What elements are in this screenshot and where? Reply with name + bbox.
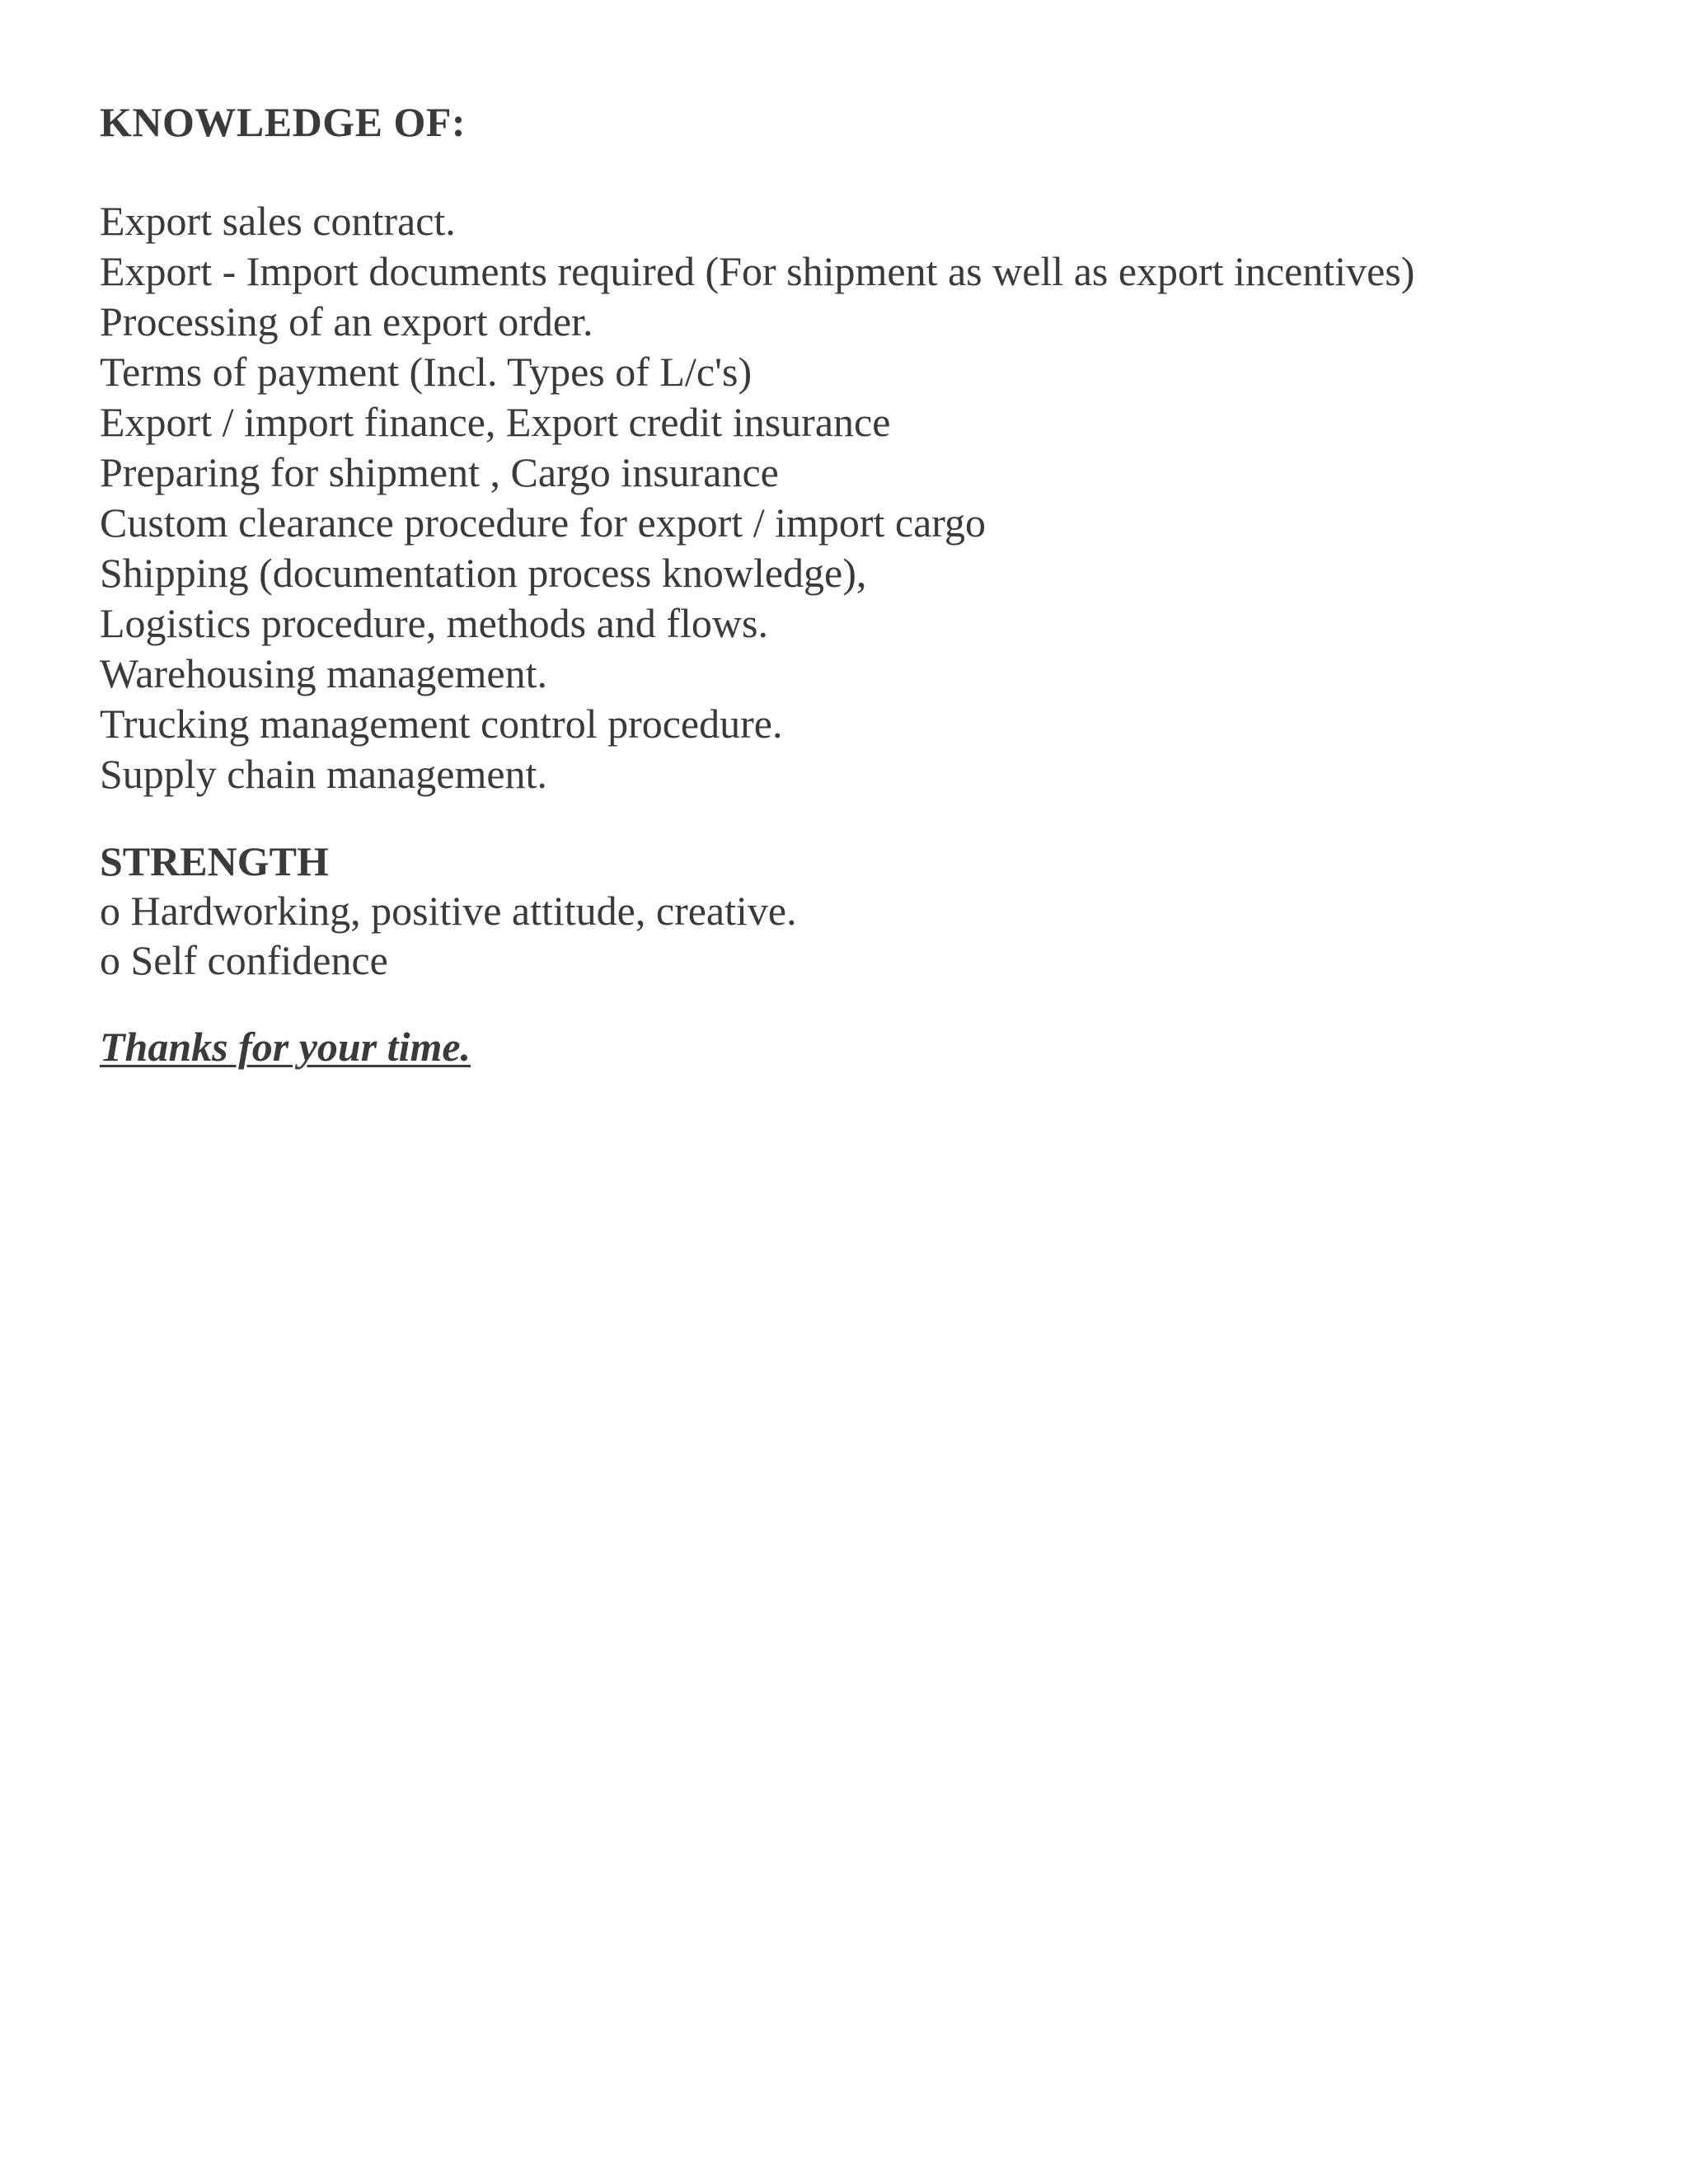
knowledge-item: Preparing for shipment , Cargo insurance: [100, 449, 779, 495]
knowledge-item: Export / import finance, Export credit insurance: [100, 399, 891, 445]
knowledge-item: Warehousing management.: [100, 650, 548, 696]
knowledge-item: Logistics procedure, methods and flows.: [100, 600, 768, 646]
strength-list: [100, 886, 1583, 985]
closing-line: Thanks for your time.: [100, 1024, 471, 1070]
knowledge-item: Export - Import documents required (For shipment as well as export incentives): [100, 248, 1415, 294]
knowledge-list: [100, 196, 1583, 799]
spacer: [100, 799, 1583, 837]
document-content: [100, 97, 1583, 1071]
knowledge-item: Export sales contract.: [100, 198, 456, 244]
strength-item: o Hardworking, positive attitude, creative.: [100, 888, 797, 934]
knowledge-item: Terms of payment (Incl. Types of L/c's): [100, 349, 753, 395]
knowledge-heading: KNOWLEDGE OF:: [100, 99, 467, 145]
strength-heading: STRENGTH: [100, 838, 329, 884]
knowledge-item: Shipping (documentation process knowledge),: [100, 550, 867, 596]
strength-item: o Self confidence: [100, 937, 388, 983]
knowledge-item: Custom clearance procedure for export / import cargo: [100, 499, 987, 546]
spacer: [100, 985, 1583, 1022]
knowledge-item: Processing of an export order.: [100, 298, 593, 344]
knowledge-item: Supply chain management.: [100, 751, 547, 797]
knowledge-item: Trucking management control procedure.: [100, 701, 783, 747]
spacer: [100, 147, 1583, 196]
